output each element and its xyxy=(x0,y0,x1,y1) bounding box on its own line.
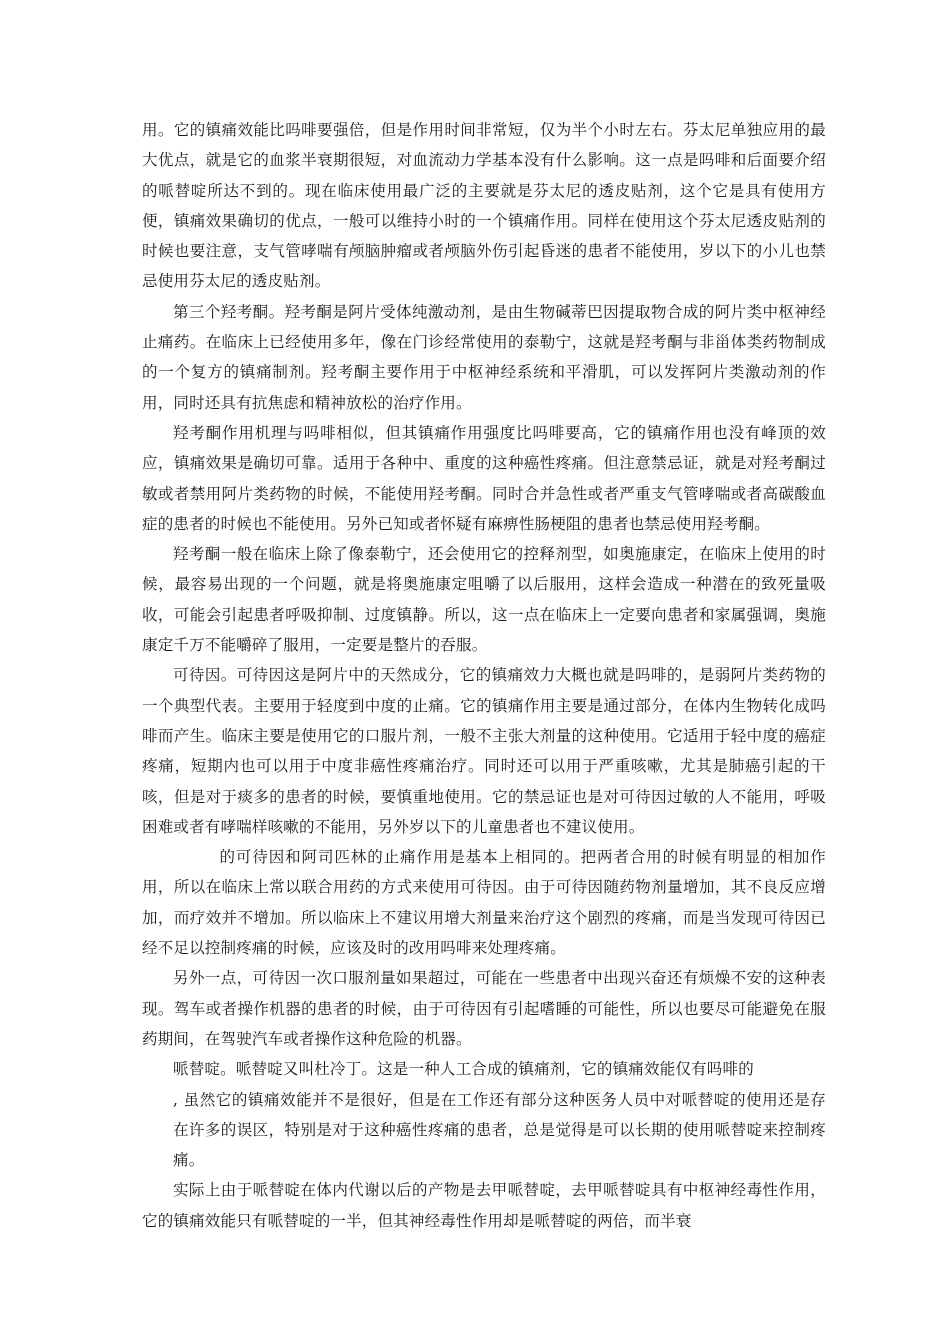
paragraph-oxycodone-mechanism: 羟考酮作用机理与吗啡相似，但其镇痛作用强度比吗啡要高，它的镇痛作用也没有峰顶的效应，镇痛效果是确切可靠。适用于各种中、重度的这种癌性疼痛。但注意禁忌证，就是对羟考酮过敏或者禁用阿片类药物的时候，不能使用羟考酮。同时合并急性或者严重支气管哮喘或者高碳酸血症的患者的时候也不能使用。另外已知或者怀疑有麻痹性肠梗阻的患者也禁忌使用羟考酮。 xyxy=(142,423,826,533)
paragraph-pethidine-metabolite: 实际上由于哌替啶在体内代谢以后的产物是去甲哌替啶，去甲哌替啶具有中枢神经毒性作用，它的镇痛效能只有哌替啶的一半，但其神经毒性作用却是哌替啶的两倍，而半衰 xyxy=(142,1181,826,1230)
paragraph-fentanyl-cont: 用。它的镇痛效能比吗啡要强倍，但是作用时间非常短，仅为半个小时左右。芬太尼单独应用的最大优点，就是它的血浆半衰期很短，对血流动力学基本没有什么影响。这一点是吗啡和后面要介绍的哌替啶所达不到的。现在临床使用最广泛的主要就是芬太尼的透皮贴剂，这个它是具有使用方便，镇痛效果确切的优点，一般可以维持小时的一个镇痛作用。同样在使用这个芬太尼透皮贴剂的时候也要注意，支气管哮喘有颅脑肿瘤或者颅脑外伤引起昏迷的患者不能使用，岁以下的小儿也禁忌使用芬太尼的透皮贴剂。 xyxy=(142,121,826,291)
paragraph-oxycodone-intro: 第三个羟考酮。羟考酮是阿片受体纯激动剂，是由生物碱蒂巴因提取物合成的阿片类中枢神经止痛药。在临床上已经使用多年，像在门诊经常使用的泰勒宁，这就是羟考酮与非甾体类药物制成的一个复方的镇痛制剂。羟考酮主要作用于中枢神经系统和平滑肌，可以发挥阿片类激动剂的作用，同时还具有抗焦虑和精神放松的治疗作用。 xyxy=(142,302,826,412)
document-body xyxy=(142,115,826,1236)
paragraph-oxycodone-controlled-release: 羟考酮一般在临床上除了像泰勒宁，还会使用它的控释剂型，如奥施康定，在临床上使用的时候，最容易出现的一个问题，就是将奥施康定咀嚼了以后服用，这样会造成一种潜在的致死量吸收，可能会引起患者呼吸抑制、过度镇静。所以，这一点在临床上一定要向患者和家属强调，奥施康定千万不能嚼碎了服用，一定要是整片的吞服。 xyxy=(142,545,826,655)
paragraph-pethidine-cont: , 虽然它的镇痛效能并不是很好，但是在工作还有部分这种医务人员中对哌替啶的使用还是存在许多的误区，特别是对于这种癌性疼痛的患者，总是觉得是可以长期的使用哌替啶来控制疼痛。 xyxy=(173,1090,826,1170)
paragraph-pethidine-intro: 哌替啶。哌替啶又叫杜冷丁。这是一种人工合成的镇痛剂，它的镇痛效能仅有吗啡的 xyxy=(173,1060,754,1079)
paragraph-codeine-intro: 可待因。可待因这是阿片中的天然成分，它的镇痛效力大概也就是吗啡的，是弱阿片类药物的一个典型代表。主要用于轻度到中度的止痛。它的镇痛作用主要是通过部分，在体内生物转化成吗啡而产生。临床主要是使用它的口服片剂，一般不主张大剂量的这种使用。它适用于轻中度的癌症疼痛，短期内也可以用于中度非癌性疼痛治疗。同时还可以用于严重咳嗽，尤其是肺癌引起的干咳，但是对于痰多的患者的时候，要慎重地使用。它的禁忌证也是对可待因过敏的人不能用，呼吸困难或者有哮喘样咳嗽的不能用，另外岁以下的儿童患者也不建议使用。 xyxy=(142,666,826,836)
paragraph-codeine-dose: 另外一点，可待因一次口服剂量如果超过，可能在一些患者中出现兴奋还有烦燥不安的这种表现。驾车或者操作机器的患者的时候，由于可待因有引起嗜睡的可能性，所以也要尽可能避免在服药期间，在驾驶汽车或者操作这种危险的机器。 xyxy=(142,969,826,1048)
paragraph-codeine-aspirin: 的可待因和阿司匹林的止痛作用是基本上相同的。把两者合用的时候有明显的相加作用，所以在临床上常以联合用药的方式来使用可待因。由于可待因随药物剂量增加，其不良反应增加，而疗效并不增加。所以临床上不建议用增大剂量来治疗这个剧烈的疼痛，而是当发现可待因已经不足以控制疼痛的时候，应该及时的改用吗啡来处理疼痛。 xyxy=(142,848,826,958)
